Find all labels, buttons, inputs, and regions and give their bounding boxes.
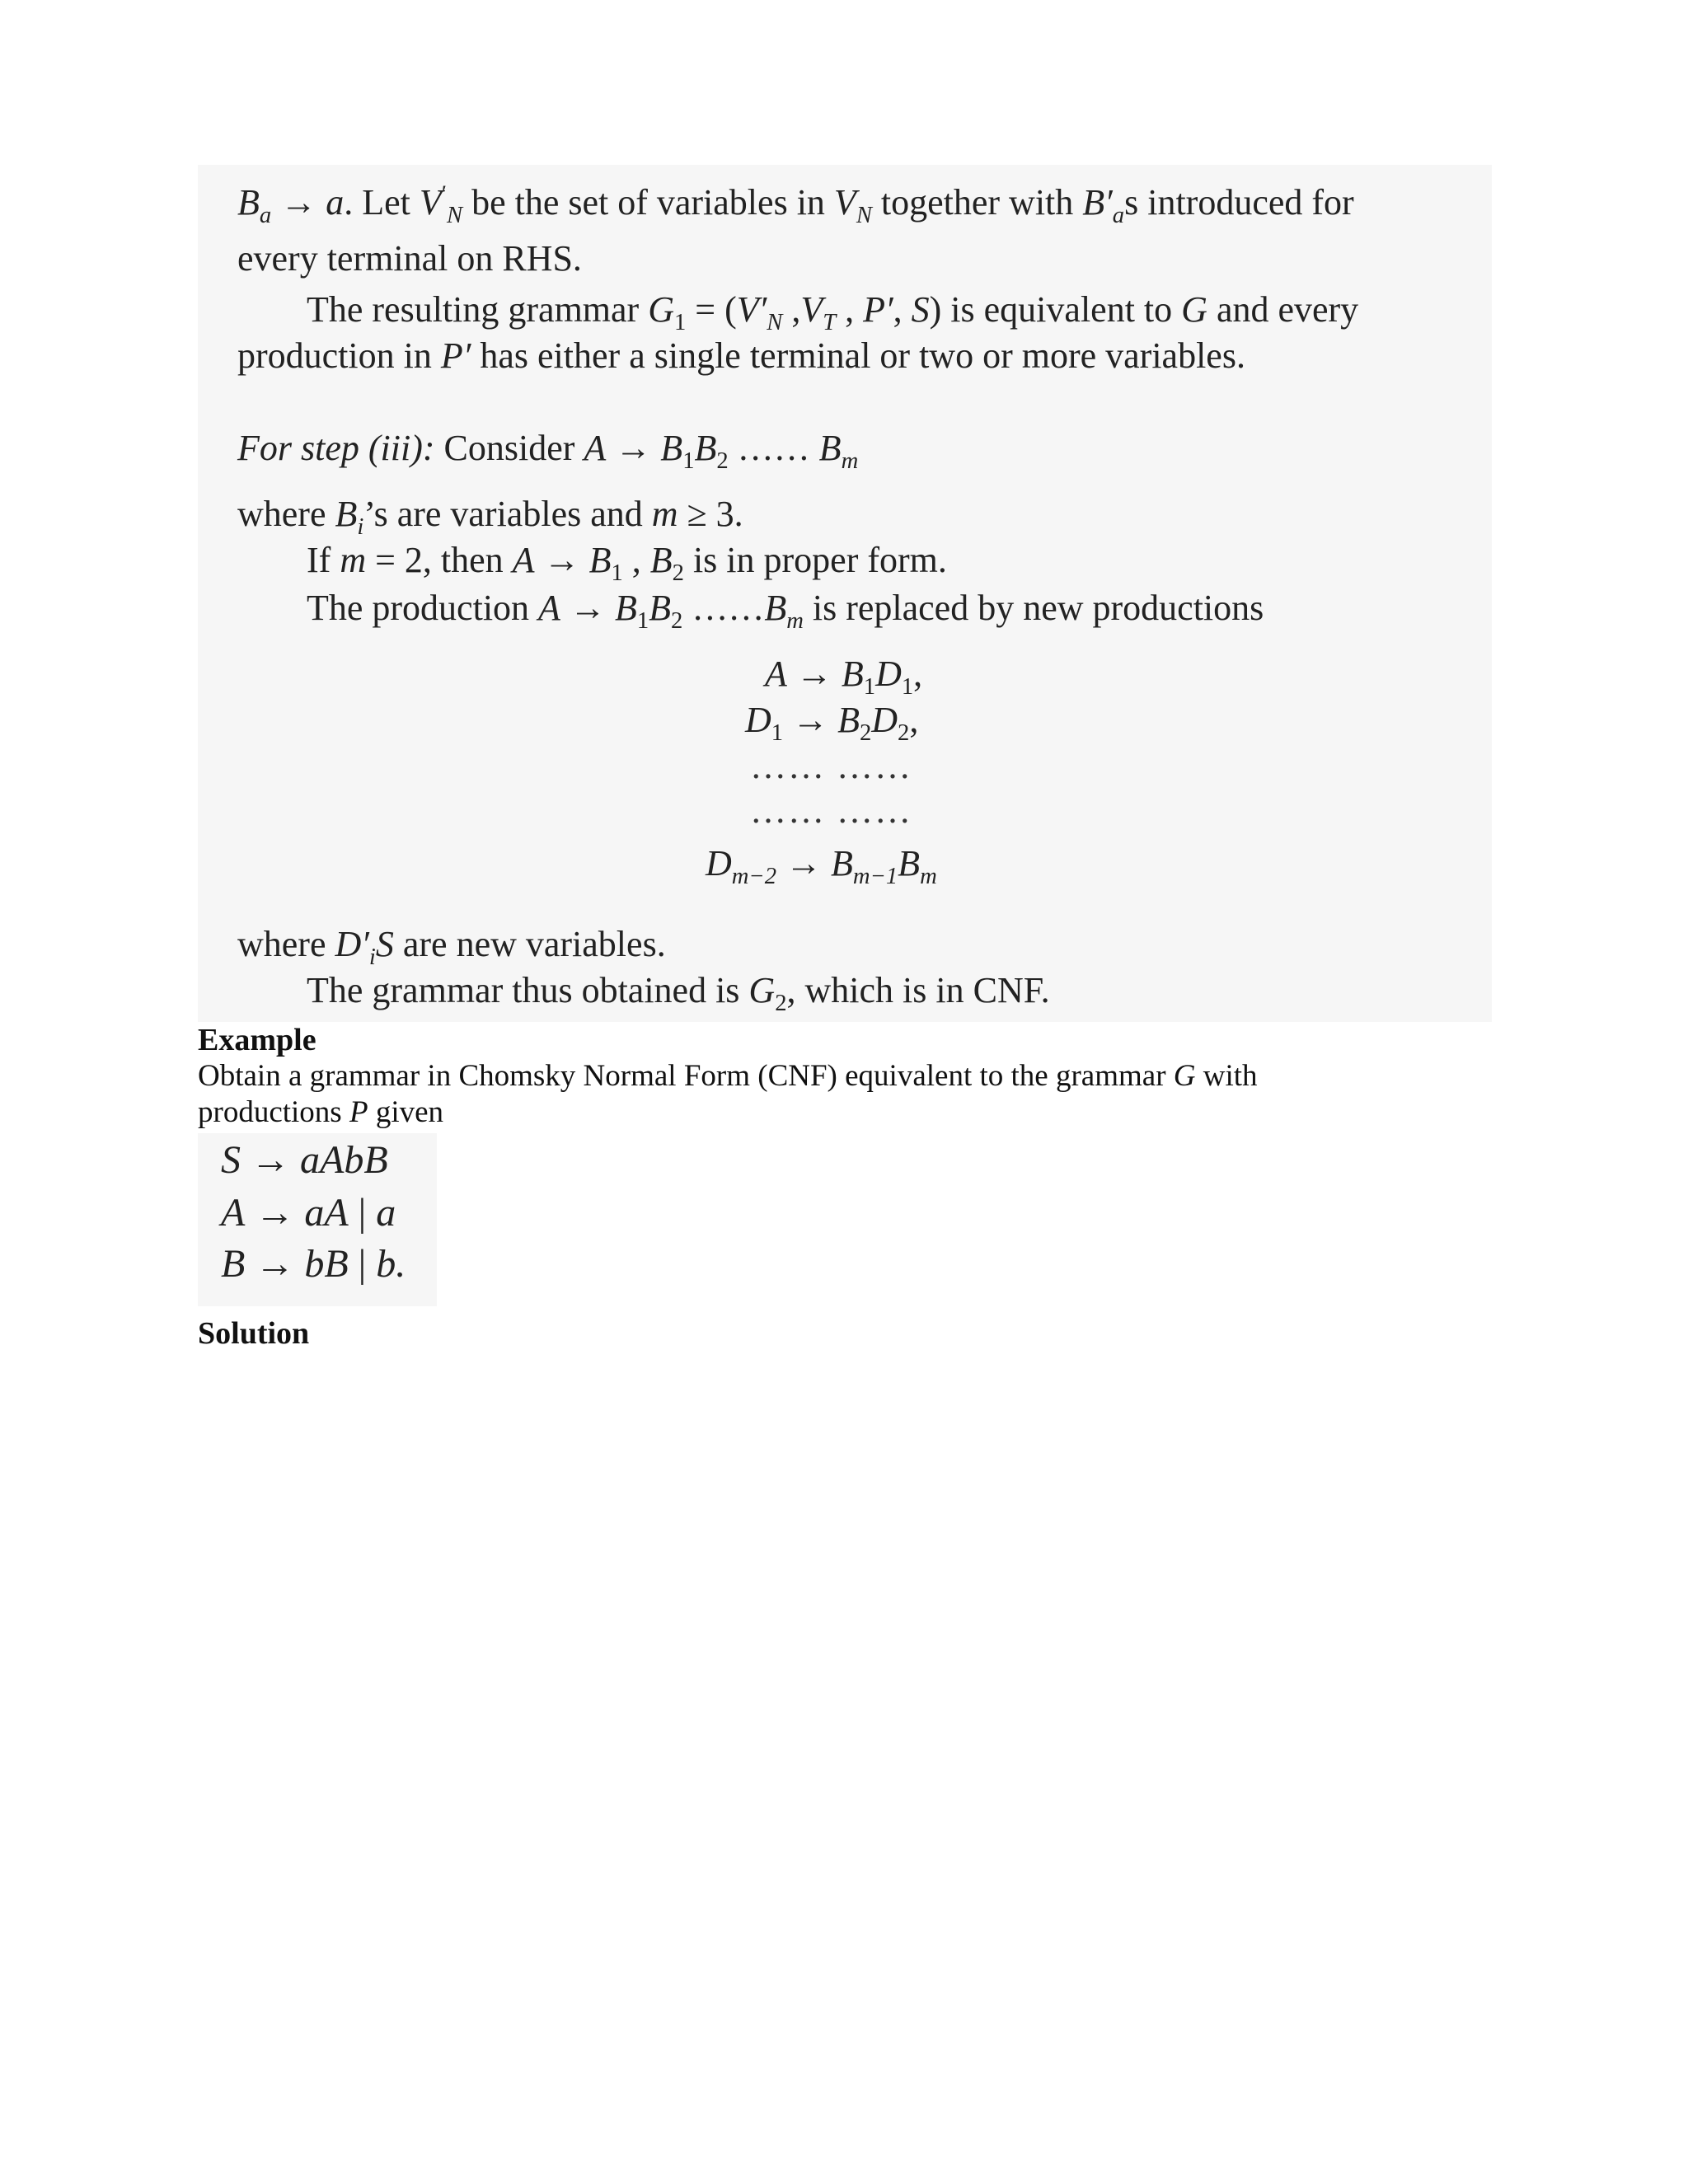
math-subscript: 2 (859, 719, 872, 746)
text: , (836, 289, 864, 330)
text: productions (198, 1095, 349, 1129)
math-subscript: N (767, 309, 783, 335)
math-subscript: N (856, 202, 872, 228)
text-line-5 (237, 425, 859, 474)
math-subscript: a (259, 202, 272, 228)
ellipsis-line-2: …… …… (750, 790, 912, 831)
math-subscript: 1 (636, 607, 649, 634)
text-line-4 (237, 333, 1245, 379)
math-symbol: A (538, 588, 560, 628)
math-subscript: m (920, 863, 937, 889)
math-symbol: V′ (736, 289, 767, 330)
math-subscript: i (368, 944, 376, 970)
text: = 2, then (366, 540, 513, 580)
math-symbol: a (376, 1191, 396, 1235)
math-symbol: B (649, 540, 673, 580)
math-symbol: B (335, 494, 358, 534)
math-subscript: 1 (771, 719, 784, 746)
text: The resulting grammar (307, 289, 649, 330)
math-subscript: 2 (716, 448, 729, 474)
example-heading: Example (198, 1023, 316, 1057)
math-symbol: A (221, 1191, 246, 1235)
math-symbol: G (748, 970, 776, 1010)
math-symbol: A (584, 428, 607, 468)
production-line-2 (745, 697, 919, 746)
math-subscript: 1 (863, 673, 876, 700)
text: , (909, 700, 919, 740)
text: , (622, 540, 650, 580)
math-symbol: a (326, 182, 345, 223)
solution-heading: Solution (198, 1316, 310, 1351)
text: where (237, 924, 335, 964)
text: . Let (344, 182, 420, 223)
math-symbol: P (349, 1095, 368, 1129)
text: is in proper form. (683, 540, 947, 580)
math-symbol: m (651, 494, 678, 534)
math-subscript: 1 (673, 309, 687, 335)
example-paragraph-line-2 (198, 1094, 443, 1131)
text: ≥ 3. (678, 494, 743, 534)
text: is replaced by new productions (803, 588, 1264, 628)
ellipsis: …… (728, 428, 819, 468)
math-subscript: a (1112, 202, 1125, 228)
math-symbol: P′ (863, 289, 893, 330)
text: given (368, 1095, 444, 1129)
text-line-2: every terminal on RHS. (237, 238, 582, 279)
math-symbol: D′ (335, 924, 369, 964)
math-superscript: ′ (441, 181, 447, 208)
text: = ( (686, 289, 737, 330)
text-line-7 (307, 537, 947, 586)
math-symbol: B (831, 843, 853, 883)
text: with (1195, 1059, 1258, 1093)
math-symbol: B (588, 540, 612, 580)
math-symbol: D (745, 700, 771, 740)
arrow: → (786, 654, 842, 694)
separator: | (348, 1191, 377, 1235)
text: production in (237, 335, 441, 376)
math-subscript: 1 (901, 673, 914, 700)
math-symbol: aAbB (300, 1138, 388, 1182)
math-symbol: b. (376, 1242, 406, 1286)
scanned-text-image-1 (198, 165, 1492, 1022)
math-subscript: 2 (775, 990, 787, 1016)
math-symbol: B′ (1082, 182, 1113, 223)
math-symbol: D (871, 700, 898, 740)
production-line-1 (765, 651, 923, 700)
math-symbol: B (237, 182, 260, 223)
text-line-6 (237, 491, 743, 540)
production-s (221, 1135, 388, 1186)
arrow: → (776, 843, 832, 883)
math-symbol: B (898, 843, 921, 883)
math-symbol: B (649, 588, 672, 628)
arrow: → (271, 182, 326, 223)
step-label: For step (iii): (237, 428, 435, 468)
math-symbol: G (1181, 289, 1207, 330)
text: , which is in CNF. (786, 970, 1050, 1010)
math-symbol: V (419, 182, 442, 223)
ellipsis: …… (682, 588, 765, 628)
text: The production (307, 588, 539, 628)
text: be the set of variables in (462, 182, 834, 223)
math-subscript: 2 (898, 719, 910, 746)
text: where (237, 494, 335, 534)
math-symbol: V (833, 182, 856, 223)
production-b (221, 1239, 406, 1290)
arrow: → (245, 1242, 305, 1286)
text: ’s are variables and (363, 494, 652, 534)
math-symbol: V (800, 289, 823, 330)
text: has either a single terminal or two or more variables. (471, 335, 1245, 376)
math-symbol: B (660, 428, 683, 468)
math-symbol: P′ (440, 335, 471, 376)
scanned-productions-image (198, 1133, 437, 1306)
text: , (913, 654, 923, 694)
math-subscript: m−2 (731, 863, 777, 889)
math-subscript: 2 (672, 560, 684, 586)
arrow: → (245, 1191, 305, 1235)
math-subscript: 1 (682, 448, 695, 474)
text-line-1 (237, 180, 1354, 226)
math-symbol: B (614, 588, 637, 628)
text: together with (871, 182, 1083, 223)
text: , (893, 289, 912, 330)
ellipsis-line-1: …… …… (750, 746, 912, 786)
math-symbol: S (911, 289, 930, 330)
math-symbol: B (694, 428, 717, 468)
math-subscript: 2 (671, 607, 683, 634)
math-symbol: B (221, 1242, 246, 1286)
text: The grammar thus obtained is (307, 970, 749, 1010)
math-subscript: m (786, 607, 804, 634)
math-subscript: 1 (611, 560, 623, 586)
math-symbol: S (221, 1138, 241, 1182)
math-symbol: D (706, 843, 732, 883)
text: and every (1207, 289, 1359, 330)
text-line-3 (307, 287, 1358, 333)
production-a (221, 1188, 396, 1239)
text: Obtain a grammar in Chomsky Normal Form (CNF) equivalent to the grammar (198, 1059, 1174, 1093)
text-line-9 (237, 921, 666, 968)
math-symbol: A (765, 654, 787, 694)
math-symbol: B (764, 588, 787, 628)
arrow: → (783, 700, 838, 740)
arrow: → (534, 540, 589, 580)
math-symbol: G (1173, 1059, 1196, 1093)
text-line-8 (307, 585, 1264, 634)
text: Consider (434, 428, 584, 468)
separator: | (348, 1242, 377, 1286)
text: ) is equivalent to (929, 289, 1182, 330)
math-symbol: A (512, 540, 535, 580)
math-symbol: bB (304, 1242, 349, 1286)
text: , (782, 289, 801, 330)
text: s introduced for (1124, 182, 1354, 223)
text-line-10 (307, 968, 1050, 1014)
math-symbol: G (648, 289, 674, 330)
math-subscript: m (841, 448, 859, 474)
arrow: → (606, 428, 661, 468)
text: are new variables. (393, 924, 666, 964)
production-line-last (706, 841, 937, 887)
math-subscript: N (446, 202, 463, 228)
math-subscript: T (823, 309, 837, 335)
math-symbol: S (375, 924, 394, 964)
math-symbol: D (875, 654, 902, 694)
math-subscript: m−1 (852, 863, 898, 889)
math-symbol: B (837, 700, 860, 740)
example-paragraph-line-1 (198, 1058, 1258, 1094)
arrow: → (241, 1138, 300, 1182)
math-symbol: B (841, 654, 864, 694)
math-symbol: B (818, 428, 842, 468)
math-symbol: aA (304, 1191, 349, 1235)
arrow: → (560, 588, 615, 628)
math-subscript: i (357, 513, 364, 540)
text: If (307, 540, 340, 580)
math-symbol: m (340, 540, 367, 580)
